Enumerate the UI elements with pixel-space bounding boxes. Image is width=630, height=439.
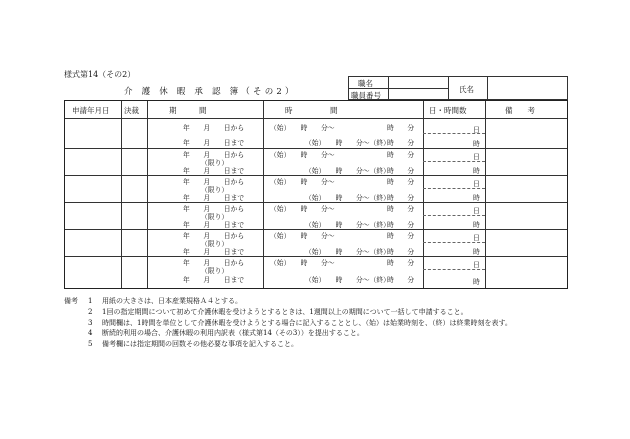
- time-start: （始） 時 分〜: [270, 151, 335, 159]
- time-start: （始） 時 分〜: [270, 232, 335, 240]
- period-to: 年 月 日まで: [183, 221, 245, 229]
- time-range: （始） 時 分〜（終）: [305, 194, 390, 202]
- time-range: （始） 時 分〜（終）: [305, 139, 390, 147]
- period-from: 年 月 日から: [183, 205, 245, 213]
- time-end: 時 分: [387, 248, 415, 256]
- hour-unit: 時: [473, 278, 480, 286]
- period-limit: （限り）: [201, 186, 229, 194]
- form-title: 介 護 休 暇 承 認 簿（その2）: [124, 87, 297, 97]
- employee-number-label: 職員番号: [351, 91, 381, 100]
- note-item: 4 断続的利用の場合、介護休暇の利用内訳表（様式第14（その3））を提出すること。: [88, 329, 364, 338]
- period-limit: （限り）: [201, 240, 229, 248]
- period-from: 年 月 日から: [183, 259, 245, 267]
- period-from: 年 月 日から: [183, 232, 245, 240]
- period-from: 年 月 日から: [183, 178, 245, 186]
- form-number: 様式第14（その2）: [64, 70, 136, 79]
- notes-label: 備考: [64, 297, 78, 305]
- col-days-hours: 日・時間数: [429, 106, 467, 115]
- time-start: （始） 時 分〜: [270, 124, 335, 132]
- hour-unit: 時: [473, 167, 480, 175]
- time-start: （始） 時 分〜: [270, 259, 335, 267]
- time-range: （始） 時 分〜（終）: [305, 221, 390, 229]
- time-range: （始） 時 分〜（終）: [305, 276, 390, 284]
- time-start-end: 時 分: [387, 259, 415, 267]
- time-end: 時 分: [387, 139, 415, 147]
- leave-approval-table: [64, 100, 568, 289]
- note-item: 備考 1 用紙の大きさは、日本産業規格Ａ４とする。: [64, 297, 242, 305]
- hour-unit: 時: [473, 140, 480, 148]
- day-unit: 日: [473, 234, 480, 242]
- job-title-label: 職名: [358, 79, 373, 88]
- col-application-date: 申請年月日: [72, 106, 110, 115]
- time-range: （始） 時 分〜（終）: [305, 167, 390, 175]
- day-unit: 日: [473, 261, 480, 269]
- col-approval: 決裁: [124, 106, 139, 115]
- time-start-end: 時 分: [387, 124, 415, 132]
- time-start: （始） 時 分〜: [270, 205, 335, 213]
- day-unit: 日: [473, 153, 480, 161]
- time-end: 時 分: [387, 167, 415, 175]
- hour-unit: 時: [473, 194, 480, 202]
- day-unit: 日: [473, 207, 480, 215]
- time-range: （始） 時 分〜（終）: [305, 248, 390, 256]
- time-start-end: 時 分: [387, 151, 415, 159]
- hour-unit: 時: [473, 221, 480, 229]
- time-end: 時 分: [387, 221, 415, 229]
- note-item: 5 備考欄には指定期間の回数その他必要な事項を記入すること。: [88, 340, 298, 349]
- day-unit: 日: [473, 180, 480, 188]
- period-limit: （限り）: [201, 267, 229, 275]
- hour-unit: 時: [473, 248, 480, 256]
- time-start: （始） 時 分〜: [270, 178, 335, 186]
- day-unit: 日: [473, 126, 480, 134]
- period-to: 年 月 日まで: [183, 248, 245, 256]
- period-limit: （限り）: [201, 159, 229, 167]
- notes-section: [64, 296, 512, 350]
- period-to: 年 月 日まで: [183, 194, 245, 202]
- time-start-end: 時 分: [387, 178, 415, 186]
- time-end: 時 分: [387, 194, 415, 202]
- period-from: 年 月 日から: [183, 151, 245, 159]
- period-to: 年 月 日まで: [183, 167, 245, 175]
- note-item: 2 1回の指定期間について初めて介護休暇を受けようとするときは、1週間以上の期間について一括して申請すること。: [88, 307, 468, 316]
- col-remarks: 備 考: [505, 106, 535, 115]
- time-end: 時 分: [387, 276, 415, 284]
- col-period: 期 間: [169, 106, 207, 115]
- col-time: 時 間: [285, 106, 338, 115]
- period-to: 年 月 日まで: [183, 139, 245, 147]
- time-start-end: 時 分: [387, 205, 415, 213]
- period-from: 年 月 日から: [183, 124, 245, 132]
- note-item: 3 時間欄は、1時間を単位として介護休暇を受けようとする場合に記入することとし、（始）は始業時刻を、（終）は終業時刻を表す。: [88, 318, 512, 327]
- period-to: 年 月 日まで: [183, 276, 245, 284]
- period-limit: （限り）: [201, 213, 229, 221]
- name-label: 氏名: [459, 85, 474, 94]
- time-start-end: 時 分: [387, 232, 415, 240]
